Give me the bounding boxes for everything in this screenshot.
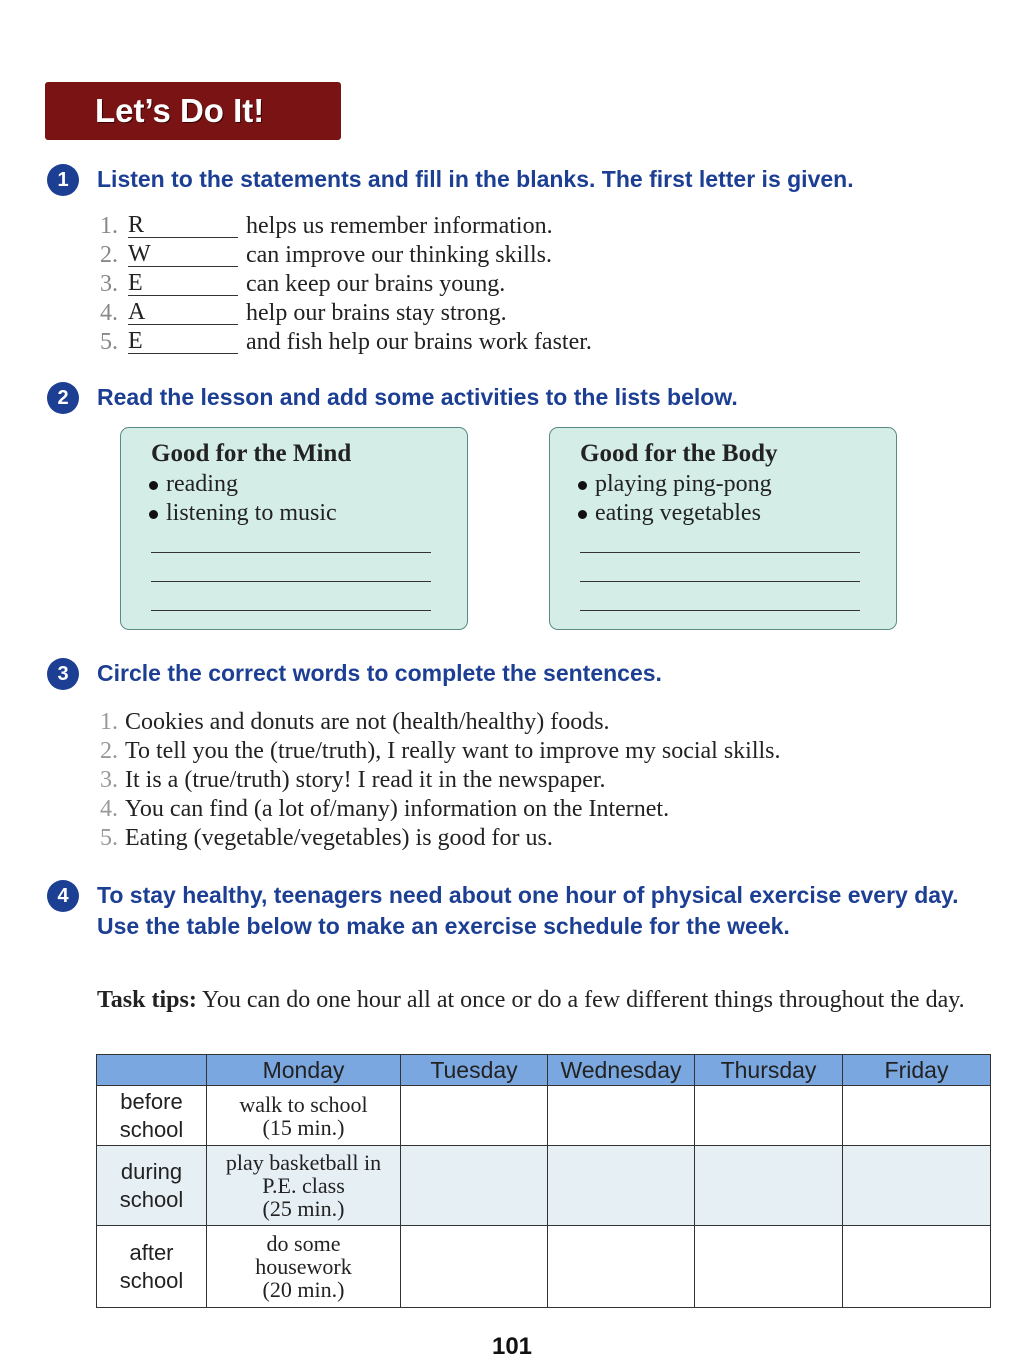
item-number: 2.: [100, 242, 118, 268]
list-item: [100, 328, 592, 357]
column-header: Friday: [843, 1055, 991, 1086]
sentence-text[interactable]: Cookies and donuts are not (health/healthy) foods.: [125, 709, 610, 735]
answer-line[interactable]: [580, 581, 860, 582]
list-item: [100, 212, 592, 241]
row-label: after school: [97, 1226, 207, 1308]
empty-cell[interactable]: [548, 1226, 695, 1308]
empty-cell[interactable]: [843, 1086, 991, 1146]
item-number: 5.: [100, 825, 118, 851]
body-activities-box: [549, 427, 897, 630]
bullet-icon: [578, 481, 587, 490]
table-row: [97, 1226, 991, 1308]
box-title: Good for the Body: [580, 440, 778, 467]
item-text: can improve our thinking skills.: [246, 242, 552, 268]
empty-cell[interactable]: [695, 1086, 843, 1146]
answer-line[interactable]: [151, 610, 431, 611]
bullet-icon: [578, 510, 587, 519]
sentence-text[interactable]: It is a (true/truth) story! I read it in the newspaper.: [125, 767, 606, 793]
exercise-title: To stay healthy, teenagers need about one hour of physical exercise every day. Use the table below to make an exercise schedule for the week.: [97, 882, 959, 939]
item-text: help our brains stay strong.: [246, 300, 507, 326]
list-item: [100, 795, 781, 824]
answer-blank[interactable]: E: [128, 270, 238, 296]
item-number: 5.: [100, 329, 118, 355]
column-header: Tuesday: [401, 1055, 548, 1086]
tips-label: Task tips:: [97, 987, 197, 1013]
exercise-schedule-table: [96, 1054, 991, 1308]
empty-cell[interactable]: [401, 1086, 548, 1146]
list-item: reading: [149, 470, 337, 499]
column-header: Wednesday: [548, 1055, 695, 1086]
empty-cell[interactable]: [548, 1146, 695, 1226]
column-header: [97, 1055, 207, 1086]
exercise-number: 3: [47, 658, 79, 690]
exercise-number: 4: [47, 880, 79, 912]
exercise-2-header: [47, 382, 738, 414]
table-header-row: [97, 1055, 991, 1086]
table-row: [97, 1146, 991, 1226]
tips-text: You can do one hour all at once or do a few different things throughout the day.: [196, 987, 965, 1013]
empty-cell[interactable]: [548, 1086, 695, 1146]
list-item: [100, 737, 781, 766]
exercise-number: 2: [47, 382, 79, 414]
item-number: 2.: [100, 738, 118, 764]
row-label: before school: [97, 1086, 207, 1146]
answer-line[interactable]: [151, 552, 431, 553]
bullet-icon: [149, 510, 158, 519]
item-number: 4.: [100, 796, 118, 822]
sentence-text[interactable]: To tell you the (true/truth), I really want to improve my social skills.: [125, 738, 781, 764]
answer-blank[interactable]: R: [128, 212, 238, 238]
task-tips: [97, 985, 992, 1015]
exercise-title: Listen to the statements and fill in the blanks. The first letter is given.: [97, 166, 854, 192]
list-item: [100, 708, 781, 737]
exercise-3-header: [47, 658, 662, 690]
list-item: [100, 824, 781, 853]
list-item: [100, 766, 781, 795]
exercise-number: 1: [47, 164, 79, 196]
list-item: [100, 270, 592, 299]
mind-activities-box: [120, 427, 468, 630]
item-number: 1.: [100, 213, 118, 239]
bullet-icon: [149, 481, 158, 490]
list-item: listening to music: [149, 499, 337, 528]
item-text: can keep our brains young.: [246, 271, 506, 297]
exercise-title: Read the lesson and add some activities to the lists below.: [97, 384, 738, 410]
sentence-text[interactable]: Eating (vegetable/vegetables) is good for us.: [125, 825, 553, 851]
item-number: 1.: [100, 709, 118, 735]
answer-line[interactable]: [580, 552, 860, 553]
item-number: 3.: [100, 271, 118, 297]
empty-cell[interactable]: [843, 1146, 991, 1226]
list-item: playing ping-pong: [578, 470, 772, 499]
item-number: 3.: [100, 767, 118, 793]
exercise-title: Circle the correct words to complete the sentences.: [97, 660, 662, 686]
answer-line[interactable]: [151, 581, 431, 582]
fill-blank-list: [100, 212, 592, 357]
exercise-1-header: [47, 164, 854, 196]
item-number: 4.: [100, 300, 118, 326]
list-item: eating vegetables: [578, 499, 772, 528]
lesson-banner: Let’s Do It!: [45, 82, 341, 140]
list-item: [100, 241, 592, 270]
answer-line[interactable]: [580, 610, 860, 611]
box-title: Good for the Mind: [151, 440, 352, 467]
answer-blank[interactable]: A: [128, 299, 238, 325]
answer-blank[interactable]: W: [128, 241, 238, 267]
table-row: [97, 1086, 991, 1146]
item-text: and fish help our brains work faster.: [246, 329, 592, 355]
sentence-text[interactable]: You can find (a lot of/many) information on the Internet.: [125, 796, 670, 822]
table-cell: do some housework (20 min.): [207, 1226, 401, 1308]
list-item: [100, 299, 592, 328]
empty-cell[interactable]: [401, 1226, 548, 1308]
column-header: Thursday: [695, 1055, 843, 1086]
empty-cell[interactable]: [843, 1226, 991, 1308]
column-header: Monday: [207, 1055, 401, 1086]
item-text: helps us remember information.: [246, 213, 553, 239]
row-label: during school: [97, 1146, 207, 1226]
answer-blank[interactable]: E: [128, 328, 238, 354]
empty-cell[interactable]: [695, 1226, 843, 1308]
exercise-4-header: [47, 880, 987, 942]
page-number: 101: [491, 1333, 533, 1360]
table-cell: play basketball in P.E. class (25 min.): [207, 1146, 401, 1226]
empty-cell[interactable]: [695, 1146, 843, 1226]
empty-cell[interactable]: [401, 1146, 548, 1226]
sentence-list: [100, 708, 781, 853]
table-cell: walk to school (15 min.): [207, 1086, 401, 1146]
